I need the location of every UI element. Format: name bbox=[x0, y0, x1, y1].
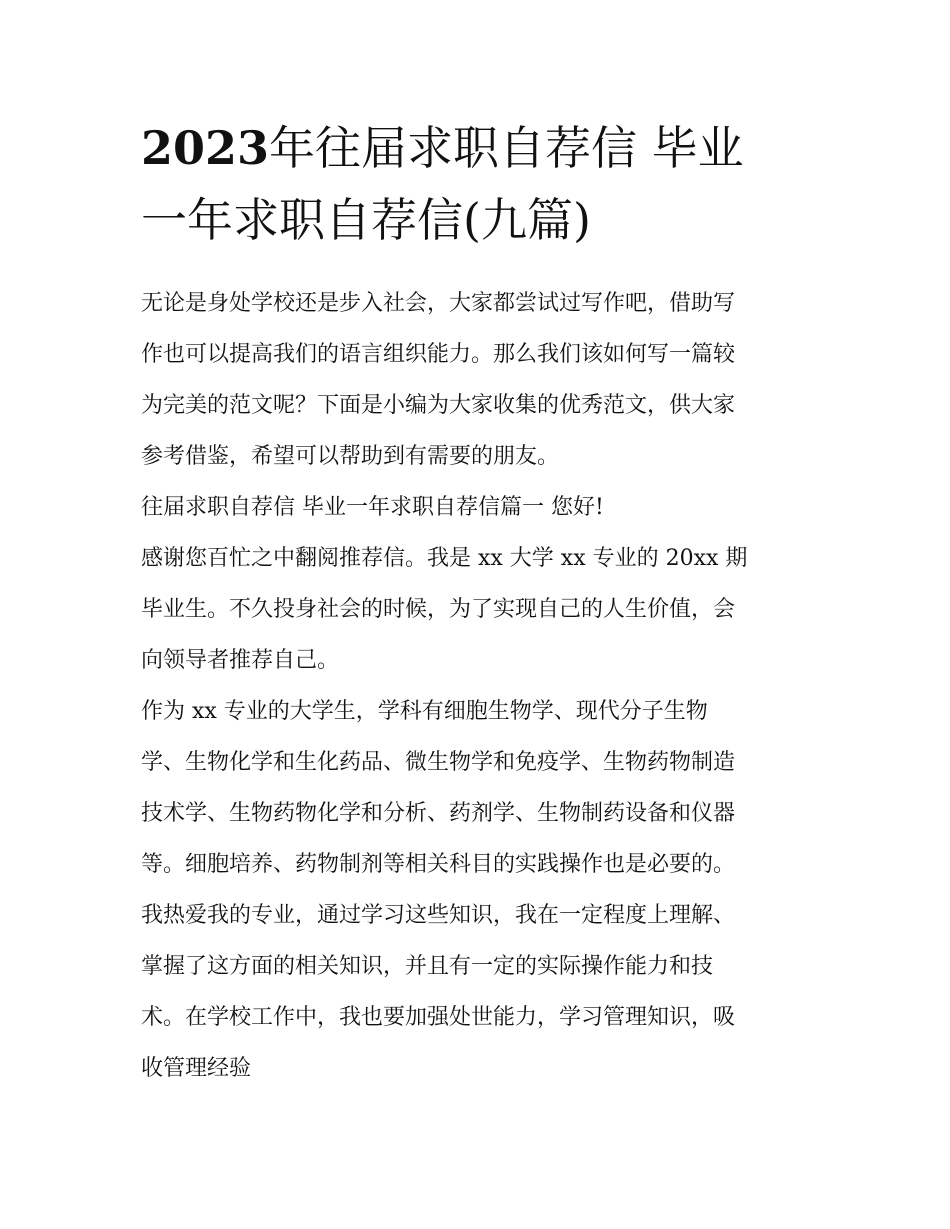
title-line-1-text: 年往届求职自荐信 毕业 bbox=[269, 121, 744, 175]
title-line-2: 一年求职自荐信(九篇) bbox=[141, 193, 591, 247]
title-line-1 bbox=[141, 112, 821, 184]
body-line: 参考借鉴，希望可以帮助到有需要的朋友。 bbox=[141, 444, 560, 469]
body-line: 术。在学校工作中，我也要加强处世能力，学习管理知识，吸 bbox=[141, 1005, 736, 1030]
body-line: 往届求职自荐信 毕业一年求职自荐信篇一 您好! bbox=[141, 495, 604, 520]
body-line: 等。细胞培养、药物制剂等相关科目的实践操作也是必要的。 bbox=[141, 852, 736, 877]
title-year: 2023 bbox=[141, 121, 270, 175]
body-line: 毕业生。不久投身社会的时候，为了实现自己的人生价值，会 bbox=[141, 597, 736, 622]
body-line: 感谢您百忙之中翻阅推荐信。我是 xx 大学 xx 专业的 20xx 期 bbox=[141, 546, 748, 571]
document-body bbox=[141, 278, 813, 1094]
body-line: 向领导者推荐自己。 bbox=[141, 648, 340, 673]
body-line: 掌握了这方面的相关知识，并且有一定的实际操作能力和技 bbox=[141, 954, 714, 979]
body-line: 我热爱我的专业，通过学习这些知识，我在一定程度上理解、 bbox=[141, 903, 736, 928]
document-title bbox=[141, 112, 821, 256]
body-line: 无论是身处学校还是步入社会，大家都尝试过写作吧，借助写 bbox=[141, 291, 736, 316]
body-line: 作为 xx 专业的大学生，学科有细胞生物学、现代分子生物 bbox=[141, 699, 708, 724]
body-line: 技术学、生物药物化学和分析、药剂学、生物制药设备和仪器 bbox=[141, 801, 736, 826]
body-line: 为完美的范文呢？下面是小编为大家收集的优秀范文，供大家 bbox=[141, 393, 736, 418]
body-line: 作也可以提高我们的语言组织能力。那么我们该如何写一篇较 bbox=[141, 342, 736, 367]
body-line: 收管理经验 bbox=[141, 1056, 252, 1081]
body-line: 学、生物化学和生化药品、微生物学和免疫学、生物药物制造 bbox=[141, 750, 736, 775]
